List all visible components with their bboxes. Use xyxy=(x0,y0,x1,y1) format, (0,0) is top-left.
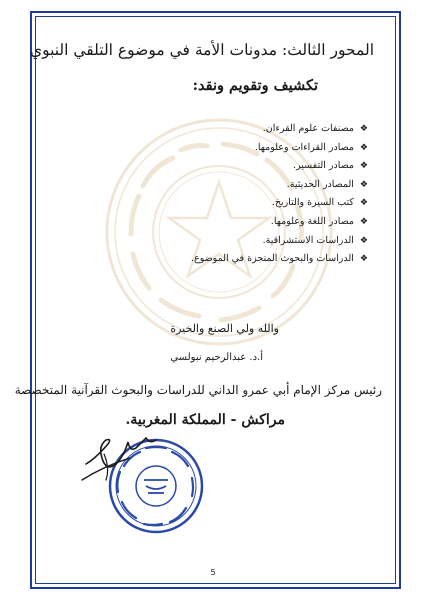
list-item xyxy=(191,232,368,251)
list-item-text: مصادر القراءات وعلومها. xyxy=(254,141,354,153)
list-item xyxy=(191,250,368,269)
diamond-bullet-icon: ❖ xyxy=(359,235,368,246)
list-item xyxy=(191,120,368,139)
diamond-bullet-icon: ❖ xyxy=(359,124,368,134)
list-item-text: الدراسات الاستشراقية. xyxy=(262,234,354,246)
list-item-text: الدراسات والبحوث المنجزة في الموضوع. xyxy=(191,253,354,265)
list-item xyxy=(191,194,368,213)
diamond-bullet-icon: ❖ xyxy=(359,216,368,227)
list-item xyxy=(191,157,368,176)
page-number: 5 xyxy=(210,568,216,577)
diamond-bullet-icon: ❖ xyxy=(359,179,368,190)
list-item-text: مصادر التفسير. xyxy=(293,160,354,172)
list-item xyxy=(191,139,368,158)
topics-list xyxy=(191,120,368,269)
diamond-bullet-icon: ❖ xyxy=(359,254,368,265)
list-item xyxy=(191,213,368,232)
signature xyxy=(80,424,162,488)
page-title: المحور الثالث: مدونات الأمة في موضوع التلقي النبوي xyxy=(29,41,374,59)
list-item-text: كتب السيرة والتاريخ. xyxy=(271,197,354,209)
list-item-text: مصادر اللغة وعلومها. xyxy=(270,215,354,227)
list-item-text: مصنفات علوم القرءان. xyxy=(262,123,354,134)
diamond-bullet-icon: ❖ xyxy=(359,161,368,172)
diamond-bullet-icon: ❖ xyxy=(359,198,368,209)
closing-phrase: والله ولي الصنع والخيرة xyxy=(170,322,279,335)
author-position: رئيس مركز الإمام أبي عمرو الداني للدراسات والبحوث القرآنية المتخصصة xyxy=(14,383,382,397)
list-item-text: المصادر الحديثية. xyxy=(286,178,354,190)
diamond-bullet-icon: ❖ xyxy=(359,142,368,153)
page-subtitle: تكشيف وتقويم ونقد: xyxy=(192,77,318,94)
author-name: أ.د. عبدالرحيم نبولسي xyxy=(170,352,263,363)
author-location: مراكش - المملكة المغربية. xyxy=(125,412,285,428)
list-item xyxy=(191,176,368,195)
